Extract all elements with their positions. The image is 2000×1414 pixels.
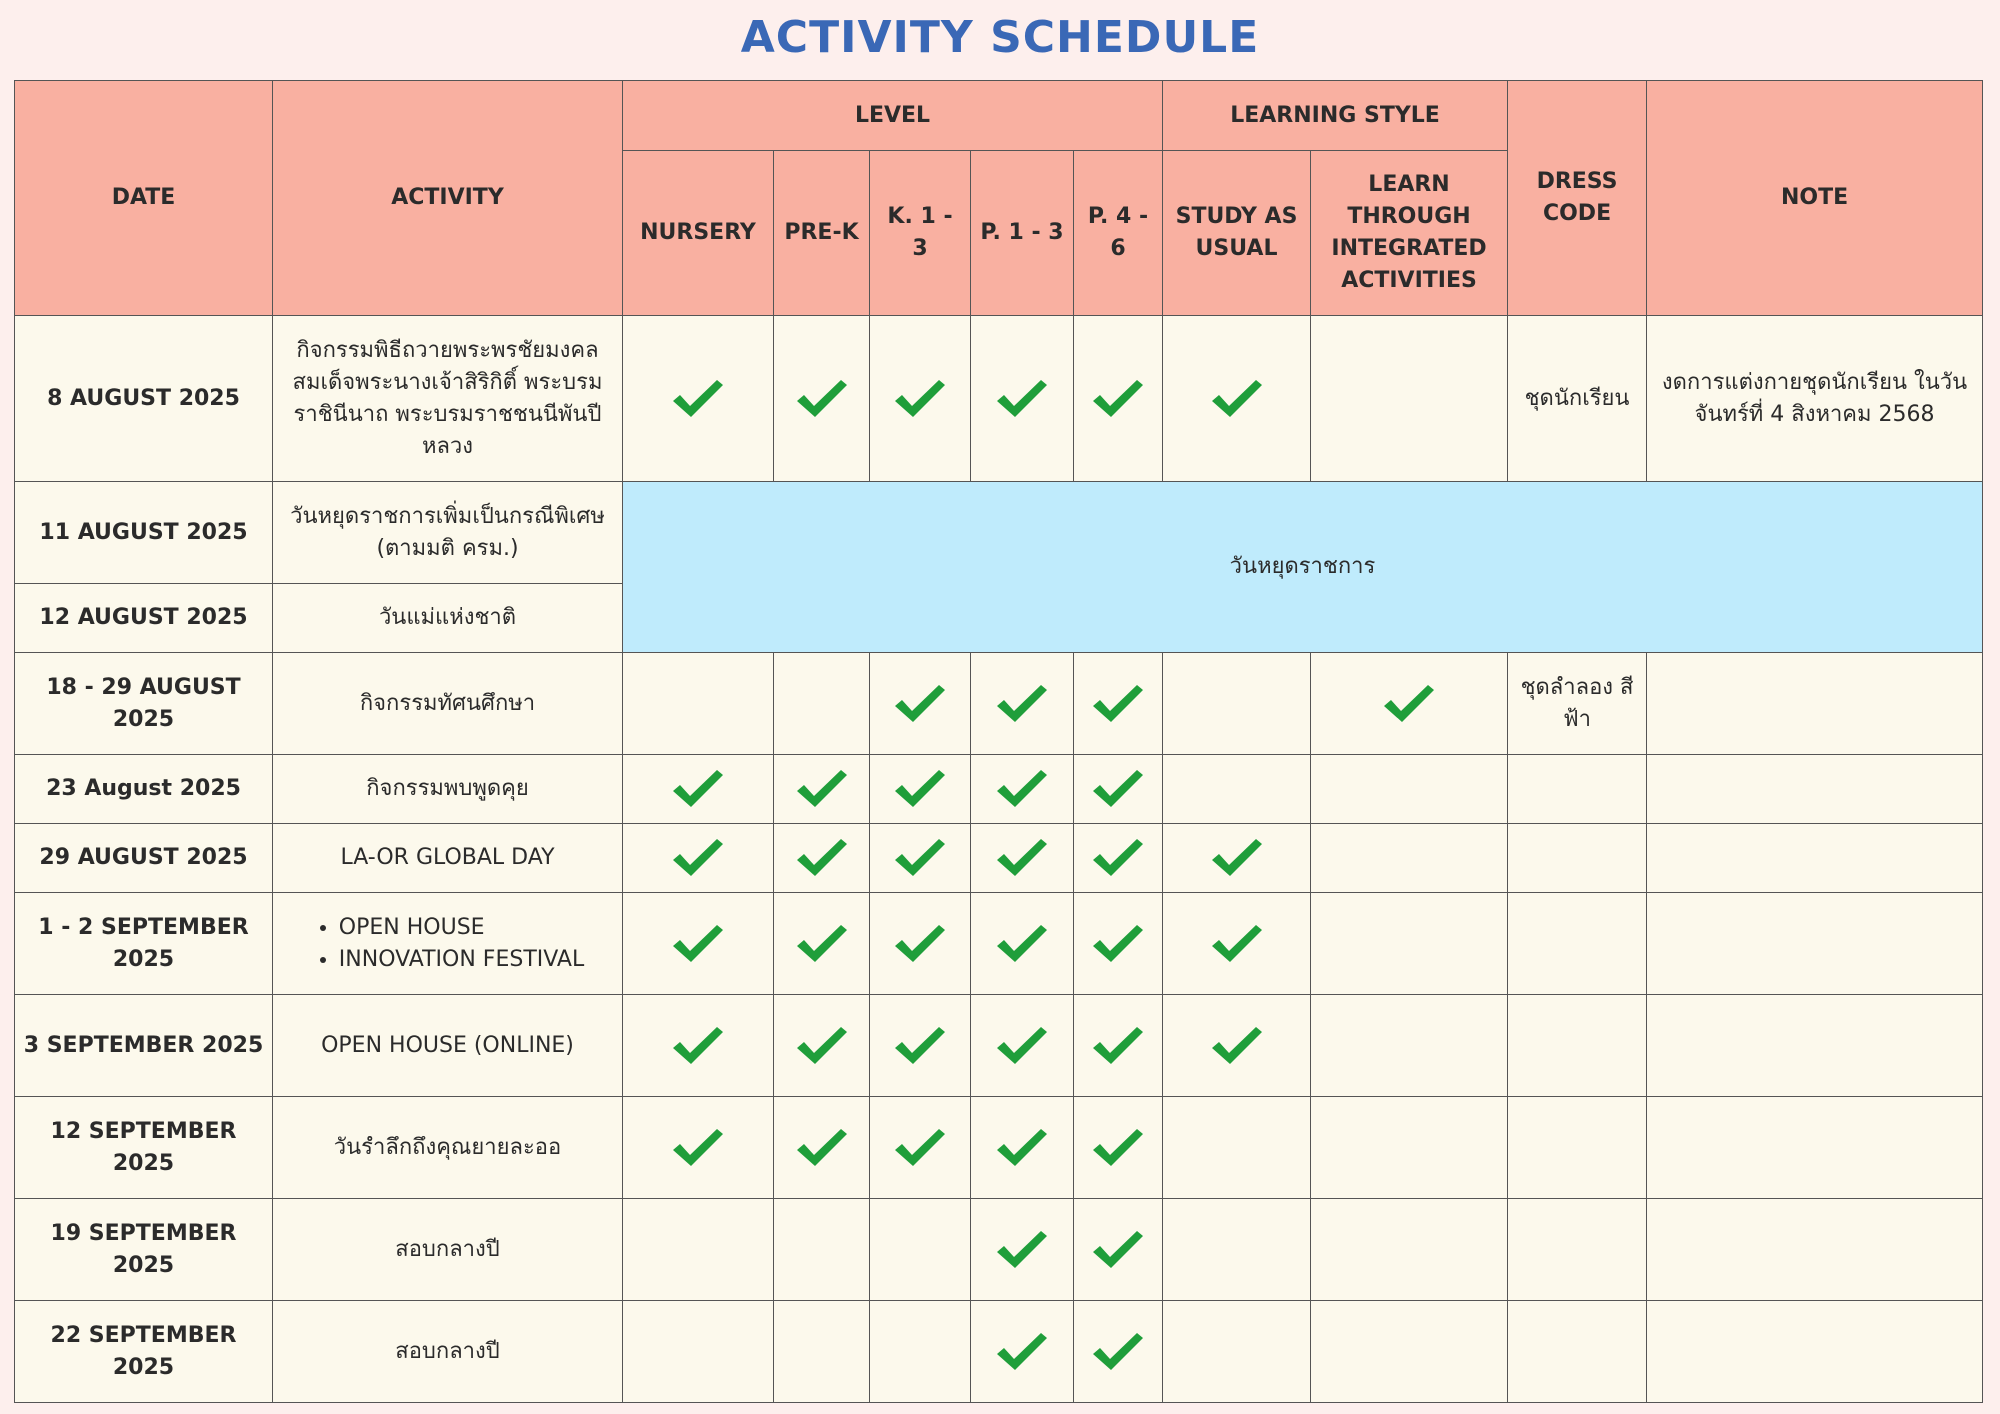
check-cell xyxy=(774,653,870,755)
checkmark-icon xyxy=(1090,1125,1146,1171)
check-cell xyxy=(870,893,971,995)
check-cell xyxy=(1074,1097,1163,1199)
header-learn-integrated: LEARN THROUGH INTEGRATED ACTIVITIES xyxy=(1311,151,1508,316)
dress-code-cell: ชุดนักเรียน xyxy=(1508,316,1647,482)
activity-list-item: • INNOVATION FESTIVAL xyxy=(339,944,584,976)
note-cell xyxy=(1647,824,1983,893)
date-cell: 19 SEPTEMBER 2025 xyxy=(15,1199,273,1301)
checkmark-icon xyxy=(670,766,726,812)
check-cell xyxy=(1163,1097,1311,1199)
check-cell xyxy=(870,1097,971,1199)
check-cell xyxy=(1311,893,1508,995)
note-cell xyxy=(1647,653,1983,755)
date-cell: 12 AUGUST 2025 xyxy=(15,584,273,653)
checkmark-icon xyxy=(1090,1023,1146,1069)
checkmark-icon xyxy=(892,1023,948,1069)
check-cell xyxy=(774,316,870,482)
check-cell xyxy=(1163,1301,1311,1403)
checkmark-icon xyxy=(892,766,948,812)
check-cell xyxy=(1074,824,1163,893)
activity-cell: วันหยุดราชการเพิ่มเป็นกรณีพิเศษ (ตามมติ ครม.) xyxy=(273,482,623,584)
check-cell xyxy=(1163,995,1311,1097)
note-cell xyxy=(1647,1199,1983,1301)
table-row xyxy=(15,1199,1983,1301)
check-cell xyxy=(971,1199,1074,1301)
checkmark-icon xyxy=(794,376,850,422)
check-cell xyxy=(1311,1097,1508,1199)
check-cell xyxy=(1074,653,1163,755)
checkmark-icon xyxy=(892,921,948,967)
checkmark-icon xyxy=(1209,921,1265,967)
check-cell xyxy=(870,755,971,824)
check-cell xyxy=(1163,893,1311,995)
check-cell xyxy=(1163,824,1311,893)
check-cell xyxy=(870,1301,971,1403)
checkmark-icon xyxy=(794,766,850,812)
checkmark-icon xyxy=(670,835,726,881)
check-cell xyxy=(774,1097,870,1199)
header-k13: K. 1 - 3 xyxy=(870,151,971,316)
activity-cell: สอบกลางปี xyxy=(273,1301,623,1403)
checkmark-icon xyxy=(1090,681,1146,727)
checkmark-icon xyxy=(794,835,850,881)
header-study-as-usual: STUDY AS USUAL xyxy=(1163,151,1311,316)
checkmark-icon xyxy=(670,921,726,967)
check-cell xyxy=(1311,316,1508,482)
header-nursery: NURSERY xyxy=(623,151,774,316)
note-cell: งดการแต่งกายชุดนักเรียน ในวันจันทร์ที่ 4 สิงหาคม 2568 xyxy=(1647,316,1983,482)
check-cell xyxy=(1311,1199,1508,1301)
check-cell xyxy=(1311,755,1508,824)
check-cell xyxy=(971,893,1074,995)
dress-code-cell xyxy=(1508,755,1647,824)
check-cell xyxy=(1074,1199,1163,1301)
activity-list xyxy=(311,912,584,976)
check-cell xyxy=(870,316,971,482)
checkmark-icon xyxy=(994,1227,1050,1273)
check-cell xyxy=(971,824,1074,893)
check-cell xyxy=(774,1199,870,1301)
check-cell xyxy=(623,1301,774,1403)
activity-cell: กิจกรรมทัศนศึกษา xyxy=(273,653,623,755)
dress-code-cell xyxy=(1508,824,1647,893)
note-cell xyxy=(1647,1097,1983,1199)
check-cell xyxy=(623,316,774,482)
activity-cell: LA-OR GLOBAL DAY xyxy=(273,824,623,893)
date-cell: 1 - 2 SEPTEMBER 2025 xyxy=(15,893,273,995)
date-cell: 8 AUGUST 2025 xyxy=(15,316,273,482)
note-cell xyxy=(1647,755,1983,824)
check-cell xyxy=(1311,824,1508,893)
check-cell xyxy=(1074,316,1163,482)
dress-code-cell xyxy=(1508,1097,1647,1199)
check-cell xyxy=(1074,755,1163,824)
checkmark-icon xyxy=(1090,1227,1146,1273)
checkmark-icon xyxy=(994,1329,1050,1375)
check-cell xyxy=(1163,755,1311,824)
header-level: LEVEL xyxy=(623,81,1163,151)
check-cell xyxy=(1074,1301,1163,1403)
check-cell xyxy=(623,893,774,995)
check-cell xyxy=(1311,995,1508,1097)
date-cell: 23 August 2025 xyxy=(15,755,273,824)
check-cell xyxy=(971,995,1074,1097)
checkmark-icon xyxy=(670,376,726,422)
date-cell: 18 - 29 AUGUST 2025 xyxy=(15,653,273,755)
checkmark-icon xyxy=(994,376,1050,422)
activity-cell xyxy=(273,893,623,995)
check-cell xyxy=(623,755,774,824)
checkmark-icon xyxy=(892,1125,948,1171)
dress-code-cell xyxy=(1508,1199,1647,1301)
dress-code-cell xyxy=(1508,893,1647,995)
checkmark-icon xyxy=(892,835,948,881)
header-learning-style: LEARNING STYLE xyxy=(1163,81,1508,151)
checkmark-icon xyxy=(1209,835,1265,881)
check-cell xyxy=(623,995,774,1097)
activity-cell: กิจกรรมพบพูดคุย xyxy=(273,755,623,824)
table-row xyxy=(15,824,1983,893)
header-prek: PRE-K xyxy=(774,151,870,316)
checkmark-icon xyxy=(794,1125,850,1171)
check-cell xyxy=(774,1301,870,1403)
check-cell xyxy=(774,893,870,995)
check-cell xyxy=(971,1097,1074,1199)
checkmark-icon xyxy=(994,921,1050,967)
schedule-table xyxy=(14,80,1983,1403)
checkmark-icon xyxy=(670,1023,726,1069)
check-cell xyxy=(774,995,870,1097)
header-date: DATE xyxy=(15,81,273,316)
date-cell: 22 SEPTEMBER 2025 xyxy=(15,1301,273,1403)
check-cell xyxy=(1163,653,1311,755)
checkmark-icon xyxy=(994,681,1050,727)
table-row xyxy=(15,1097,1983,1199)
checkmark-icon xyxy=(892,681,948,727)
check-cell xyxy=(623,824,774,893)
checkmark-icon xyxy=(994,1023,1050,1069)
checkmark-icon xyxy=(1209,1023,1265,1069)
check-cell xyxy=(870,653,971,755)
dress-code-cell xyxy=(1508,1301,1647,1403)
table-row xyxy=(15,755,1983,824)
checkmark-icon xyxy=(1090,921,1146,967)
note-cell xyxy=(1647,1301,1983,1403)
header-note: NOTE xyxy=(1647,81,1983,316)
activity-cell: วันรำลึกถึงคุณยายละออ xyxy=(273,1097,623,1199)
checkmark-icon xyxy=(994,835,1050,881)
checkmark-icon xyxy=(794,1023,850,1069)
table-row xyxy=(15,995,1983,1097)
checkmark-icon xyxy=(1090,835,1146,881)
check-cell xyxy=(870,824,971,893)
header-p46: P. 4 - 6 xyxy=(1074,151,1163,316)
page-title: ACTIVITY SCHEDULE xyxy=(740,12,1260,63)
check-cell xyxy=(870,1199,971,1301)
activity-cell: วันแม่แห่งชาติ xyxy=(273,584,623,653)
check-cell xyxy=(1163,1199,1311,1301)
checkmark-icon xyxy=(1090,1329,1146,1375)
checkmark-icon xyxy=(892,376,948,422)
check-cell xyxy=(1311,653,1508,755)
checkmark-icon xyxy=(994,766,1050,812)
check-cell xyxy=(1311,1301,1508,1403)
check-cell xyxy=(774,755,870,824)
activity-cell: กิจกรรมพิธีถวายพระพรชัยมงคล สมเด็จพระนางเจ้าสิริกิติ์ พระบรมราชินีนาถ พระบรมราชชนนีพันปีหลวง xyxy=(273,316,623,482)
check-cell xyxy=(870,995,971,1097)
table-row xyxy=(15,893,1983,995)
check-cell xyxy=(774,824,870,893)
check-cell xyxy=(971,316,1074,482)
table-row xyxy=(15,482,1983,584)
header-activity: ACTIVITY xyxy=(273,81,623,316)
check-cell xyxy=(1163,316,1311,482)
table-row xyxy=(15,316,1983,482)
check-cell xyxy=(623,1097,774,1199)
checkmark-icon xyxy=(794,921,850,967)
date-cell: 12 SEPTEMBER 2025 xyxy=(15,1097,273,1199)
activity-list-item: • OPEN HOUSE xyxy=(339,912,584,944)
check-cell xyxy=(623,653,774,755)
table-row xyxy=(15,653,1983,755)
checkmark-icon xyxy=(670,1125,726,1171)
note-cell xyxy=(1647,995,1983,1097)
check-cell xyxy=(971,755,1074,824)
date-cell: 3 SEPTEMBER 2025 xyxy=(15,995,273,1097)
activity-cell: OPEN HOUSE (ONLINE) xyxy=(273,995,623,1097)
checkmark-icon xyxy=(1090,766,1146,812)
activity-cell: สอบกลางปี xyxy=(273,1199,623,1301)
header-dress-code: DRESS CODE xyxy=(1508,81,1647,316)
date-cell: 11 AUGUST 2025 xyxy=(15,482,273,584)
header-p13: P. 1 - 3 xyxy=(971,151,1074,316)
checkmark-icon xyxy=(994,1125,1050,1171)
dress-code-cell xyxy=(1508,995,1647,1097)
table-row xyxy=(15,1301,1983,1403)
check-cell xyxy=(971,653,1074,755)
note-cell xyxy=(1647,893,1983,995)
holiday-span-cell: วันหยุดราชการ xyxy=(623,482,1983,653)
date-cell: 29 AUGUST 2025 xyxy=(15,824,273,893)
check-cell xyxy=(623,1199,774,1301)
check-cell xyxy=(971,1301,1074,1403)
checkmark-icon xyxy=(1090,376,1146,422)
check-cell xyxy=(1074,995,1163,1097)
check-cell xyxy=(1074,893,1163,995)
dress-code-cell: ชุดลำลอง สีฟ้า xyxy=(1508,653,1647,755)
checkmark-icon xyxy=(1381,681,1437,727)
checkmark-icon xyxy=(1209,376,1265,422)
